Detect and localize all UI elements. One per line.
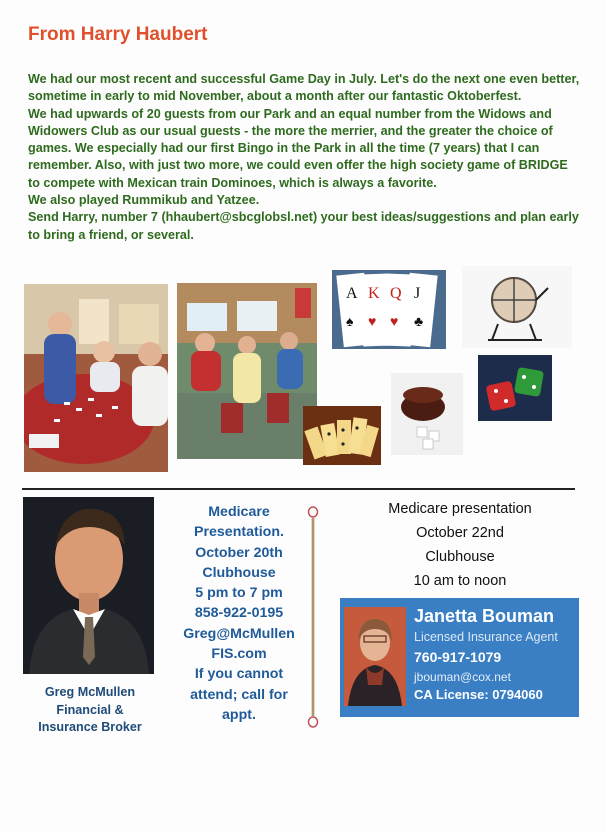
article-body [28,71,580,244]
broker-name: Greg McMullen [44,685,136,699]
photo-game-room [177,283,317,459]
section-divider [22,488,575,490]
card-ace-label: A [346,285,358,302]
card-jack-label: J [414,285,421,302]
svg-text:♠: ♠ [346,313,354,329]
mc-line-10: attend; call for [190,686,288,703]
agent-license: CA License: 0794060 [414,687,543,702]
paragraph-1: We had our most recent and successful Game Day in July. Let's do the next one even better, sometime in early to mid November, about a month after our fantastic Oktoberfest. [28,72,580,104]
broker-line3: Insurance Broker [38,720,142,734]
paragraph-4: Send Harry, number 7 (hhaubert@sbcglobsl.net) your best ideas/suggestions and plan early to bring a friend, or several. [28,210,579,242]
svg-text:♥: ♥ [390,313,399,329]
decorative-bracket [307,506,319,728]
svg-text:♥: ♥ [368,313,377,329]
mc-line-1: Medicare [208,504,270,520]
mr-line-1: Medicare presentation [388,501,532,517]
mc-line-11: appt. [222,706,256,723]
mc-line-8: FIS.com [211,646,267,663]
photo-domino-players [24,284,168,472]
mc-line-5: 5 pm to 7 pm [195,585,283,602]
mc-line-3: October 20th [195,544,283,561]
mr-line-3: Clubhouse [425,549,495,565]
photo-dominoes [303,406,381,465]
agent-phone: 760-917-1079 [414,649,502,665]
mc-line-2: Presentation. [194,524,284,541]
broker-line2: Financial & [56,702,124,717]
mr-line-2: October 22nd [416,525,504,541]
agent-business-card [340,598,579,717]
agent-email: jbouman@cox.net [414,670,511,684]
page-title: From Harry Haubert [28,24,208,45]
agent-portrait [344,607,406,706]
mc-line-9: If you cannot [194,666,284,683]
agent-name: Janetta Bouman [414,606,555,626]
broker-caption [24,684,156,737]
mc-line-6: 858-922-0195 [194,605,284,622]
photo-dice [478,355,552,421]
card-queen-label: Q [390,285,402,302]
mc-line-4: Clubhouse [202,564,276,581]
photo-bingo-cage [462,266,572,348]
mr-line-4: 10 am to noon [413,573,507,589]
photo-dice-cup [391,373,463,455]
photo-playing-cards [332,270,446,349]
paragraph-3: We also played Rummikub and Yatzee. [28,193,260,208]
paragraph-2: We had upwards of 20 guests from our Park and an equal number from the Widows and Widowers Club as our usual guests - the more the merrier, and the greater the choice of games. We especially had our first Bingo in the Park in all the time (7 years) that I can remember. Also, with just two more, we could even offer the high society game of BRIDGE to compete with Mexican train Dominoes, which is always a favorite. [28,106,568,190]
svg-text:♣: ♣ [414,313,424,329]
agent-role: Licensed Insurance Agent [414,630,558,644]
mc-line-7: Greg@McMullen [183,625,295,642]
medicare-presentation-oct22 [350,497,570,593]
medicare-presentation-oct20 [168,502,310,725]
card-king-label: K [368,285,380,302]
broker-portrait [23,497,154,674]
